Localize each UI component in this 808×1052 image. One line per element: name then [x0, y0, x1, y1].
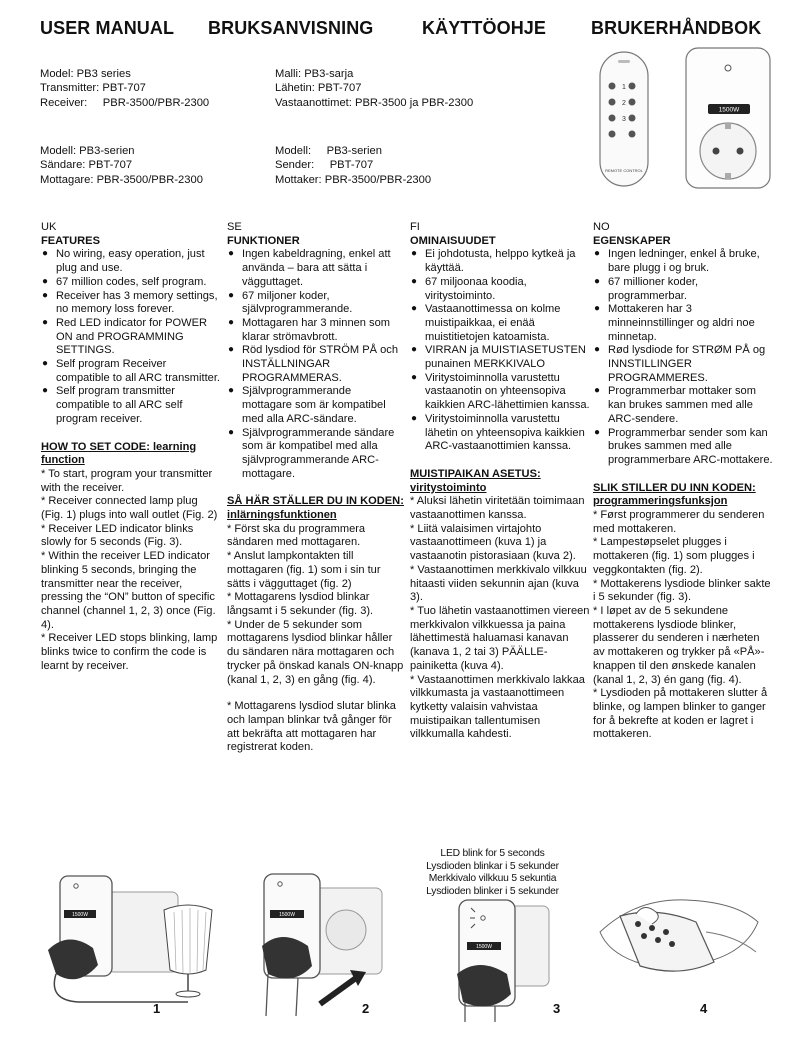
- step: * Lysdioden på mottakeren slutter å blinke, og lampen blinker to ganger for å bekrefte at koden er lagret i mottakeren.: [593, 687, 768, 741]
- title-user-manual: USER MANUAL: [40, 18, 175, 38]
- list-item: ● No wiring, easy operation, just plug and use.: [41, 248, 221, 275]
- features-list: [593, 248, 773, 467]
- caption-line: Lysdioden blinker i 5 sekunder: [426, 885, 559, 897]
- title-bruksanvisning: BRUKSANVISNING: [208, 18, 374, 38]
- list-item: ● Ei johdotusta, helppo kytkeä ja käyttää.: [410, 248, 590, 275]
- receiver-line: Vastaanottimet: PBR-3500 ja PBR-2300: [275, 96, 474, 109]
- figure-2-number: 2: [362, 1001, 370, 1016]
- product-illustration: [596, 46, 776, 194]
- caption-line: Merkkivalo vilkkuu 5 sekuntia: [428, 873, 557, 885]
- list-item: ● Viritystoiminnolla varustettu lähetin on yhteensopiva kaikkien ARC-vastaanottimien kanssa.: [410, 413, 590, 454]
- model-line: Modell: PB3-serien: [275, 145, 382, 157]
- column-fi: [410, 221, 590, 742]
- step: * Først programmerer du senderen med mottakeren.: [593, 509, 765, 535]
- features-heading: FEATURES: [41, 234, 100, 247]
- step: * Receiver connected lamp plug (Fig. 1) plugs into wall outlet (Fig. 2): [41, 495, 218, 522]
- list-item: ● 67 miljoner koder, självprogrammerande.: [227, 290, 404, 317]
- code-heading: SÅ HÄR STÄLLER DU IN KODEN: inlärningsfunktionen: [227, 495, 404, 522]
- features-list: [41, 248, 221, 426]
- remote-label: REMOTE CONTROL: [605, 168, 643, 173]
- column-no: [593, 221, 773, 742]
- model-line: Model: PB3 series: [40, 68, 131, 80]
- list-item: ● 67 millioner koder, programmerbar.: [593, 276, 773, 303]
- figure-3-led-blinking: [445, 898, 555, 1022]
- step: * Anslut lampkontakten till mottagaren (fig. 1) som i sin tur sätts i vägguttaget (fig. 2): [227, 550, 381, 590]
- receiver-plug-image: [686, 48, 770, 188]
- list-item: ● VIRRAN ja MUISTIASETUSTEN punainen MERKKIVALO: [410, 344, 590, 371]
- language-code: NO: [593, 221, 610, 233]
- list-item: ● Programmerbar sender som kan brukes sammen med alle programmerbare ARC-mottakere.: [593, 427, 773, 468]
- title-brukerhandbok: BRUKERHÅNDBOK: [591, 18, 762, 38]
- model-line: Malli: PB3-sarja: [275, 68, 354, 80]
- figure-1-number: 1: [153, 1001, 161, 1016]
- features-heading: OMINAISUUDET: [410, 234, 496, 247]
- list-item: ● Red LED indicator for POWER ON and PROGRAMMING SETTINGS.: [41, 317, 221, 358]
- column-uk: [41, 221, 221, 674]
- receiver-line: Receiver: PBR-3500/PBR-2300: [40, 96, 210, 109]
- features-heading: EGENSKAPER: [593, 234, 671, 247]
- wattage-label: 1500W: [476, 944, 492, 950]
- step: * Within the receiver LED indicator blinking 5 seconds, bringing the transmitter near the receiver, pressing the “ON” button of specific channel (channel 1, 2, 3) once (Fig. 4).: [41, 550, 216, 631]
- transmitter-line: Lähetin: PBT-707: [275, 82, 362, 95]
- list-item: ● 67 miljoonaa koodia, viritystoiminto.: [410, 276, 590, 303]
- list-item: ● Självprogrammerande sändare som är kompatibel med alla självprogrammerande ARC-mottagare.: [227, 427, 404, 482]
- step: * Under de 5 sekunder som mottagarens lysdiod blinkar håller du sändaren nära mottagaren och trycker på önskad kanals ON-knapp (kanal 1, 2, 3) en gång (fig. 4).: [227, 618, 404, 686]
- list-item: ● Ingen kabeldragning, enkel att använda – bara att sätta i vägguttaget.: [227, 248, 404, 289]
- step: * Vastaanottimen merkkivalo lakkaa vilkkumasta ja vastaanottimeen kytketty valaisin vahvistaa muistipaikan tallentumisen vilkkumalla kahdesti.: [410, 673, 585, 741]
- code-heading: SLIK STILLER DU INN KODEN: programmeringsfunksjon: [593, 481, 756, 508]
- model-info-en: [40, 67, 209, 110]
- language-code: UK: [41, 221, 57, 233]
- code-heading: MUISTIPAIKAN ASETUS: viritystoiminto: [410, 467, 541, 494]
- step: * Tuo lähetin vastaanottimen viereen merkkivalon vilkkuessa ja paina lähettimestä haluamasi kanavan (kanava 1, 2 tai 3) PÄÄLLE-painiketta (kuva 4).: [410, 604, 590, 672]
- list-item: ● Vastaanottimessa on kolme muistipaikkaa, ei enää muistitietojen katoamista.: [410, 303, 590, 344]
- model-info-fi: [275, 67, 473, 110]
- list-item: ● Självprogrammerande mottagare som är kompatibel med alla ARC-sändare.: [227, 385, 404, 426]
- figure-2-plug-in-wall: [250, 866, 390, 1020]
- figure-1-plug-lamp: [38, 870, 228, 1020]
- features-list: [410, 248, 590, 454]
- list-item: ● Self program transmitter compatible to all ARC self program receiver.: [41, 385, 221, 426]
- step: * Receiver LED indicator blinks slowly for 5 seconds (Fig. 3).: [41, 522, 194, 549]
- language-code: FI: [410, 221, 420, 233]
- svg-text:1: 1: [622, 84, 626, 91]
- step: * Aluksi lähetin viritetään toimimaan vastaanottimen kanssa.: [410, 495, 585, 522]
- list-item: ● Röd lysdiod för STRÖM PÅ och INSTÄLLNINGAR PROGRAMMERAS.: [227, 344, 404, 385]
- step: * Mottagarens lysdiod blinkar långsamt i 5 sekunder (fig. 3).: [227, 591, 374, 617]
- step: * I løpet av de 5 sekundene mottakerens lysdiode blinker, plasserer du senderen i nærheten av mottakeren og trykker på «PÅ»-knappen til den ønskede kanalen (kanal 1, 2, 3) én gang (fig. 4).: [593, 604, 765, 686]
- model-info-sv: [40, 144, 203, 187]
- list-item: ● Programmerbar mottaker som kan brukes sammen med alle ARC-sendere.: [593, 385, 773, 426]
- list-item: ● Viritystoiminnolla varustettu vastaanotin on yhteensopiva kaikkien ARC-lähettimien kanssa.: [410, 372, 590, 413]
- list-item: ● Ingen ledninger, enkel å bruke, bare plugg i og bruk.: [593, 248, 773, 275]
- step: * To start, program your transmitter with the receiver.: [41, 467, 213, 494]
- caption-line: LED blink for 5 seconds: [440, 848, 545, 859]
- svg-text:3: 3: [622, 116, 626, 123]
- list-item: ● Mottagaren har 3 minnen som klarar strömavbrott.: [227, 317, 404, 344]
- model-line: Modell: PB3-serien: [40, 145, 135, 157]
- list-item: ● Self program Receiver compatible to all ARC transmitter.: [41, 358, 221, 385]
- model-info-no: [275, 144, 431, 187]
- list-item: ● Mottakeren har 3 minneinnstillinger og aldri noe minnetap.: [593, 303, 773, 344]
- language-code: SE: [227, 221, 242, 233]
- transmitter-line: Sender: PBT-707: [275, 159, 374, 172]
- svg-text:2: 2: [622, 100, 626, 107]
- wattage-label: 1500W: [72, 912, 88, 918]
- receiver-line: Mottagare: PBR-3500/PBR-2300: [40, 173, 203, 186]
- step: * Receiver LED stops blinking, lamp blinks twice to confirm the code is learnt by receiver.: [41, 632, 218, 672]
- column-se: [227, 221, 404, 755]
- wattage-label: 1500W: [279, 912, 295, 918]
- figure-4-number: 4: [700, 1001, 708, 1016]
- step: * Lampestøpselet plugges i mottakeren (fig. 1) som plugges i veggkontakten (fig. 2).: [593, 536, 755, 576]
- step: * Mottagarens lysdiod slutar blinka och lampan blinkar två gånger för att bekräfta att mottagaren har registrerat koden.: [227, 700, 396, 754]
- remote-control-image: [600, 52, 648, 186]
- caption-line: Lysdioden blinkar i 5 sekunder: [426, 860, 559, 872]
- features-heading: FUNKTIONER: [227, 234, 300, 247]
- step: * Vastaanottimen merkkivalo vilkkuu hitaasti viiden sekunnin ajan (kuva 3).: [410, 563, 587, 604]
- step: * Mottakerens lysdiode blinker sakte i 5 sekunder (fig. 3).: [593, 577, 771, 604]
- list-item: ● Receiver has 3 memory settings, no memory loss forever.: [41, 290, 221, 317]
- transmitter-line: Transmitter: PBT-707: [40, 82, 146, 95]
- led-blink-caption: [405, 848, 580, 898]
- transmitter-line: Sändare: PBT-707: [40, 159, 133, 172]
- step: * Först ska du programmera sändaren med mottagaren.: [227, 522, 366, 549]
- list-item: ● 67 million codes, self program.: [41, 276, 221, 290]
- wattage-label: 1500W: [718, 106, 740, 114]
- figure-3-number: 3: [553, 1001, 561, 1016]
- receiver-line: Mottaker: PBR-3500/PBR-2300: [275, 173, 432, 186]
- title-kayttoohje: KÄYTTÖOHJE: [422, 18, 547, 38]
- list-item: ● Rød lysdiode for STRØM PÅ og INNSTILLINGER PROGRAMMERES.: [593, 344, 773, 385]
- features-list: [227, 248, 404, 481]
- step: * Liitä valaisimen virtajohto vastaanottimeen (kuva 1) ja vastaanotin pistorasiaan (kuva 2).: [410, 522, 576, 563]
- code-heading: HOW TO SET CODE: learning function: [41, 440, 197, 467]
- figure-4-hand-remote: [596, 892, 766, 982]
